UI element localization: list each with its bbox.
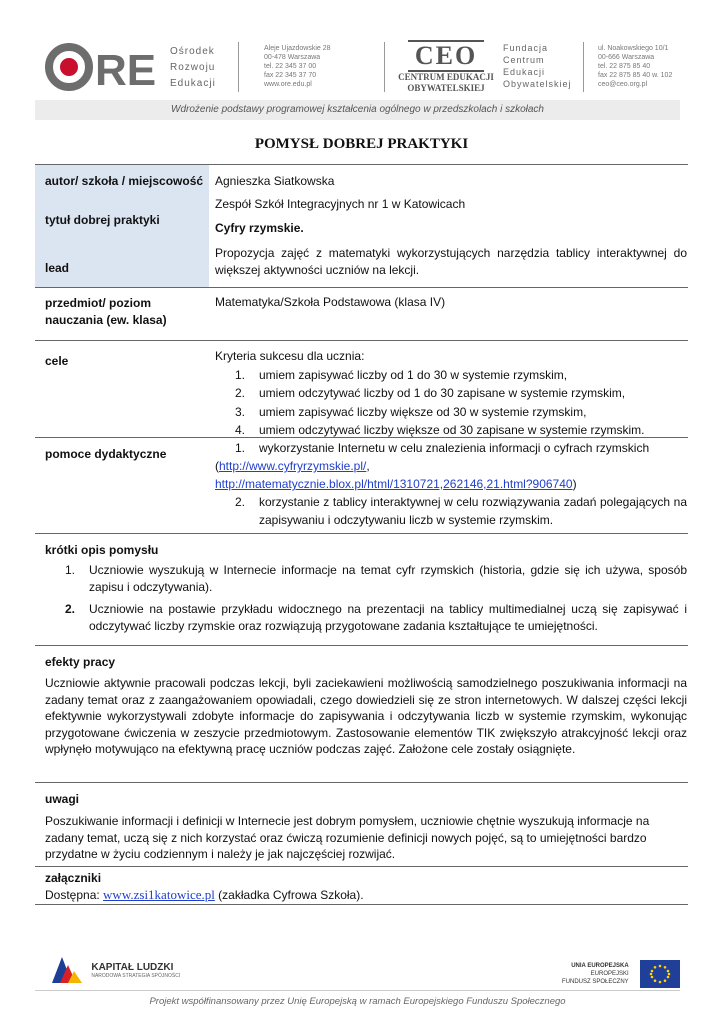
school-value: Zespół Szkół Integracyjnych nr 1 w Katowicach	[215, 197, 466, 211]
page-title: POMYSŁ DOBREJ PRAKTYKI	[254, 136, 469, 152]
table-border	[35, 340, 688, 341]
uwagi-label: uwagi	[45, 792, 80, 806]
list-item: 4. umiem odczytywać liczby większe od 30 zapisane w systemie rzymskim.	[235, 423, 645, 437]
divider	[384, 42, 385, 92]
table-border	[35, 287, 688, 288]
zalaczniki-label: załączniki	[45, 871, 102, 885]
zalaczniki-value: Dostępna: www.zsi1katowice.pl (zakładka Cyfrowa Szkoła).	[45, 887, 364, 902]
autor-label: autor/ szkoła / miejscowość	[45, 174, 204, 188]
lead-value: Propozycja zajęć z matematyki wykorzystujących narzędzia tablicy interaktywnej do większej aktywności uczniów na lekcji.	[215, 246, 687, 277]
list-item: 2. umiem odczytywać liczby od 1 do 30 zapisane w systemie rzymskim,	[235, 386, 626, 400]
list-item: 2. Uczniowie na postawie przykładu widocznego na prezentacji na tablicy multimedialnej uczą się zapisywać i odczytywać liczby rzymskie oraz rozwiązują przygotowane zadania kształtujące te umiejętności.	[65, 602, 687, 633]
autor-value: Agnieszka Siatkowska	[215, 174, 335, 188]
link-matematycznie[interactable]: http://matematycznie.blox.pl/html/1310721,262146,21.html?906740	[215, 477, 573, 491]
opis-list	[65, 562, 687, 634]
table-border	[35, 645, 688, 646]
divider	[238, 42, 239, 92]
efekty-text: Uczniowie aktywnie pracowali podczas lekcji, byli zaciekawieni możliwością samodzielnego poszukiwania informacji na zadany temat oraz z zaangażowaniem opowiadali, czego dowiedzieli się ze stron internetowych. W dalszej części lekcji efektywnie wykorzystywali zdobyte informacje do zapisywania i odczytywania liczb w systemie rzymskim, wykonując przygotowane ćwiczenia w zeszycie przedmiotowym. Zastosowanie elementów TIK zwiększyło atrakcyjność lekcji oraz wpłynęło motywująco na efektywną pracę uczniów podczas zajęć. Założone cele zostały osiągnięte.	[45, 676, 687, 756]
efekty-label: efekty pracy	[45, 655, 116, 669]
eu-flag-icon	[640, 960, 680, 988]
tytul-label: tytuł dobrej praktyki	[45, 213, 160, 227]
link-zsi1katowice[interactable]: www.zsi1katowice.pl	[103, 887, 215, 902]
ore-name: Ośrodek Rozwoju Edukacji	[170, 46, 216, 89]
footer-text: Projekt współfinansowany przez Unię Europejską w ramach Europejskiego Funduszu Społecznego	[149, 996, 566, 1007]
tytul-value: Cyfry rzymskie.	[215, 221, 304, 235]
divider	[583, 42, 584, 92]
footer-divider	[35, 990, 680, 991]
table-border	[35, 533, 688, 534]
ceo-name: Fundacja Centrum Edukacji Obywatelskiej	[503, 43, 572, 89]
ore-logo	[45, 42, 155, 92]
list-item: 1. Uczniowie wyszukują w Internecie informacje na temat cyfr rzymskich (historia, gdzie się ich używa, sposób zapisu i odczytywania).	[65, 563, 687, 594]
ceo-logo: CEO CENTRUM EDUKACJI OBYWATELSKIEJ	[398, 41, 494, 93]
list-item: 1. wykorzystanie Internetu w celu znalezienia informacji o cyfrach rzymskich	[235, 441, 650, 455]
pomoce-label: pomoce dydaktyczne	[45, 447, 167, 461]
list-item: 3. umiem zapisywać liczby większe od 30 w systemie rzymskim,	[235, 404, 587, 419]
przedmiot-label: przedmiot/ poziom nauczania (ew. klasa)	[45, 296, 167, 327]
list-item: 2. korzystanie z tablicy interaktywnej w celu rozwiązywania zadań polegających na zapisywaniu i odczytywaniu liczb w systemie rzymskim.	[235, 495, 687, 527]
eu-text: UNIA EUROPEJSKA EUROPEJSKI FUNDUSZ SPOŁECZNY	[562, 963, 629, 985]
ceo-address: ul. Noakowskiego 10/1 00-666 Warszawa tel. 22 875 85 40 fax 22 875 85 40 w. 102 ceo@ceo.org.pl	[598, 45, 673, 88]
header-banner: Wdrożenie podstawy programowej kształcenia ogólnego w przedszkolach i szkołach	[35, 100, 680, 120]
kapital-ludzki-logo: KAPITAŁ LUDZKI NARODOWA STRATEGIA SPÓJNOŚCI	[50, 955, 180, 985]
opis-label: krótki opis pomysłu	[45, 543, 159, 557]
cele-list: Kryteria sukcesu dla ucznia: 1. umiem zapisywać liczby od 1 do 30 w systemie rzymskim, 2. umiem odczytywać liczby od 1 do 30 zapisane w systemie rzymskim, 3. umiem zapisywać liczby większe od 30 w systemie rzymskim, 4. umiem odczytywać liczby większe od 30 zapisane w systemie rzymskim.	[215, 347, 644, 440]
ore-address: Aleje Ujazdowskie 28 00-478 Warszawa tel. 22 345 37 00 fax 22 345 37 70 www.ore.edu.pl	[264, 45, 331, 88]
table-border	[35, 866, 688, 867]
table-border	[35, 782, 688, 783]
cele-label: cele	[45, 354, 69, 368]
table-border	[35, 437, 688, 438]
uwagi-text: Poszukiwanie informacji i definicji w Internecie jest dobrym pomysłem, uczniowie chętnie wyszukują informacje na zadany temat, uczą się z nich korzystać oraz ćwiczą rozumienie definicji nowych pojęć, są to umiejętności bardzo przydatne w życiu codziennym i należy je jak najczęściej rozwijać.	[45, 814, 650, 861]
pomoce-list: 1. wykorzystanie Internetu w celu znalezienia informacji o cyfrach rzymskich (http://www.cyfryrzymskie.pl/, http://matematycznie.blox.pl/html/1310721,262146,21.html?906740) 2. korzystanie z tablicy interaktywnej w celu rozwiązywania zadań polegających na zapisywaniu i odczytywaniu liczb w systemie rzymskim.	[215, 441, 687, 527]
lead-label: lead	[45, 261, 70, 275]
list-item: 1. umiem zapisywać liczby od 1 do 30 w systemie rzymskim,	[235, 367, 568, 382]
przedmiot-value: Matematyka/Szkoła Podstawowa (klasa IV)	[215, 295, 446, 309]
table-border	[35, 904, 688, 905]
kapital-ludzki-icon	[50, 955, 84, 985]
svg-text:RE: RE	[95, 46, 155, 92]
link-cyfryrzymskie[interactable]: http://www.cyfryrzymskie.pl/	[219, 459, 367, 473]
